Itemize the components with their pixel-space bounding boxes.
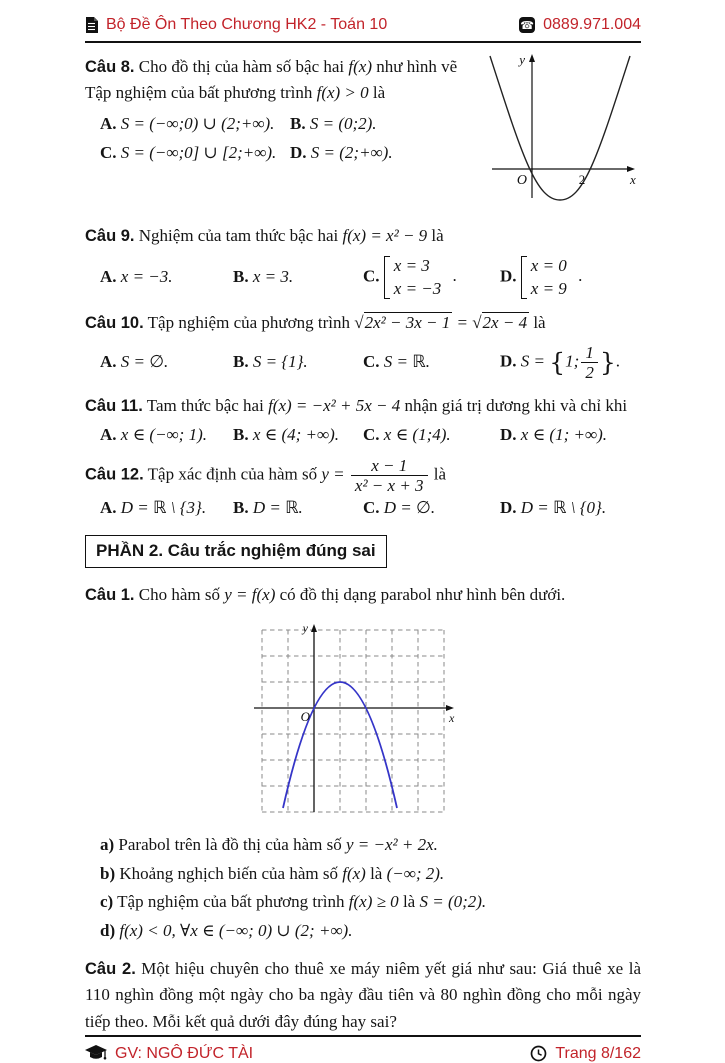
- case-row: x = 0: [530, 255, 567, 275]
- question-11-line: [85, 393, 641, 419]
- header-brand: [85, 16, 387, 34]
- statement-text: là: [402, 892, 416, 912]
- page-header: [85, 16, 641, 43]
- statement-b: [85, 862, 641, 887]
- option-d: [500, 256, 641, 299]
- sqrt-expression: [472, 310, 529, 336]
- period: .: [615, 350, 620, 370]
- option-b: [290, 114, 480, 134]
- right-brace: }: [599, 347, 616, 377]
- parabola-down-grid-graph: [250, 620, 464, 824]
- question-10-line: [85, 310, 641, 336]
- option-c: [363, 425, 500, 445]
- option-value: 1;: [565, 350, 580, 370]
- question-text: nhận giá trị dương khi và chỉ khi: [404, 395, 628, 415]
- option-value: x = −3.: [120, 267, 173, 287]
- y-axis-arrow: [529, 54, 535, 62]
- question-8-line1: [85, 54, 480, 80]
- radicand: 2x − 4: [482, 312, 528, 332]
- math-run: f(x) > 0: [316, 82, 369, 102]
- math-run: f(x) < 0, ∀x ∈ (−∞; 0) ∪ (2; +∞).: [119, 921, 353, 941]
- question-text: Tập xác định của hàm số: [147, 464, 318, 484]
- option-letter: B.: [233, 267, 249, 287]
- part2-question-1: [85, 582, 641, 943]
- question-text: là: [433, 464, 447, 484]
- math-run: f(x) ≥ 0: [348, 892, 399, 912]
- question-text: như hình vẽ: [376, 57, 458, 76]
- option-letter: A.: [100, 352, 117, 372]
- sqrt-expression: [354, 310, 452, 336]
- question-label: Câu 12.: [85, 465, 144, 484]
- origin-label: O: [300, 709, 310, 725]
- origin-label: O: [516, 173, 527, 188]
- option-letter: B.: [233, 498, 249, 518]
- denominator: 2: [581, 362, 598, 382]
- header-title: Bộ Đề Ôn Theo Chương HK2 - Toán 10: [106, 16, 388, 33]
- math-run: y = −x² + 2x.: [345, 835, 438, 855]
- document-icon: [85, 17, 98, 33]
- question-label: Câu 10.: [85, 313, 144, 332]
- option-b: [233, 498, 363, 518]
- question-text: là: [372, 82, 386, 102]
- header-phone-number: 0889.971.004: [543, 16, 641, 33]
- option-letter: A.: [100, 498, 117, 518]
- option-value: S = ∅.: [120, 352, 169, 372]
- footer-teacher-name: GV: NGÔ ĐỨC TÀI: [115, 1044, 254, 1062]
- option-c: [363, 498, 500, 518]
- option-a: [100, 425, 233, 445]
- phone-icon: ☎: [520, 18, 534, 32]
- question-10: [85, 310, 641, 382]
- option-letter: D.: [500, 350, 517, 370]
- question-label: Câu 9.: [85, 227, 135, 245]
- option-c: [363, 256, 500, 299]
- radicand: 2x² − 3x − 1: [364, 312, 451, 332]
- option-letter: D.: [500, 266, 517, 286]
- left-brace: {: [549, 347, 566, 377]
- option-c: [100, 143, 290, 163]
- case-row: x = 3: [393, 255, 430, 275]
- math-run: y =: [321, 464, 345, 484]
- option-letter: B.: [233, 352, 249, 372]
- option-letter: B.: [233, 425, 249, 445]
- question-12-line: [85, 456, 641, 495]
- page-footer: [85, 1035, 641, 1063]
- statement-label: b): [100, 863, 116, 883]
- fraction: [351, 456, 428, 495]
- part2-question-1-line: [85, 582, 641, 608]
- option-value: x ∈ (1; +∞).: [520, 425, 607, 445]
- option-d: [500, 343, 641, 382]
- statement-c: [85, 890, 641, 915]
- parabola-up-graph: [484, 50, 641, 207]
- option-b: [233, 425, 363, 445]
- question-text: là: [431, 226, 444, 245]
- statement-text: Tập nghiệm của bất phương trình: [117, 892, 345, 912]
- option-b: [233, 352, 363, 372]
- option-letter: C.: [363, 266, 380, 286]
- question-12: [85, 456, 641, 518]
- question-text: Nghiệm của tam thức bậc hai: [138, 226, 339, 245]
- case-row: x = 9: [530, 278, 567, 298]
- option-letter: D.: [500, 498, 517, 518]
- y-axis-label: y: [302, 621, 308, 636]
- question-text: Một hiệu chuyên cho thuê xe máy niêm yết giá như sau: Giá thuê xe là 110 nghìn đồng một ngày cho ba ngày đầu tiên và 80 nghìn đồng cho mỗi ngày tiếp theo. Mỗi kết quả dưới đây đúng hay sai?: [85, 958, 641, 1031]
- option-value: D = ℝ \ {3}.: [120, 498, 207, 518]
- option-letter: C.: [363, 425, 380, 445]
- denominator: x² − x + 3: [351, 475, 428, 495]
- option-value: S =: [520, 350, 546, 370]
- part2-heading: PHẦN 2. Câu trắc nghiệm đúng sai: [85, 535, 387, 568]
- statement-text: là: [370, 863, 383, 883]
- question-text: Cho đồ thị của hàm số bậc hai: [138, 57, 345, 76]
- option-letter: C.: [100, 143, 117, 163]
- question-8-options: [85, 114, 480, 163]
- period: .: [578, 266, 583, 286]
- left-bracket: [521, 256, 527, 299]
- math-run: S = (0;2).: [419, 892, 487, 912]
- option-value: D = ℝ.: [252, 498, 303, 518]
- option-value: D = ℝ \ {0}.: [520, 498, 607, 518]
- question-text: là: [533, 312, 546, 332]
- option-c: [363, 352, 500, 372]
- footer-teacher: [85, 1045, 253, 1063]
- option-letter: A.: [100, 267, 117, 287]
- period: .: [452, 266, 457, 286]
- case-row: x = −3: [393, 278, 442, 298]
- question-text: Cho hàm số: [138, 585, 221, 605]
- option-letter: C.: [363, 498, 380, 518]
- question-label: Câu 1.: [85, 586, 135, 605]
- option-value: S = (2;+∞).: [310, 143, 393, 163]
- statement-text: Parabol trên là đồ thị của hàm số: [118, 835, 342, 855]
- question-10-options: [85, 343, 641, 382]
- left-bracket: [384, 256, 390, 299]
- option-d: [500, 498, 641, 518]
- option-d: [500, 425, 641, 445]
- part2-question-2: [85, 956, 641, 1035]
- option-value: S = (−∞;0) ∪ (2;+∞).: [120, 114, 275, 134]
- fraction: [581, 343, 598, 382]
- parabola-curve: [490, 56, 630, 200]
- math-run: f(x) = x² − 9: [342, 226, 428, 245]
- option-a: [100, 498, 233, 518]
- option-letter: B.: [290, 114, 306, 134]
- option-value: S = (−∞;0] ∪ [2;+∞).: [120, 143, 277, 163]
- y-axis-label: y: [519, 52, 525, 67]
- statement-label: c): [100, 892, 114, 912]
- question-9-options: [85, 256, 641, 299]
- radical-sign: √: [472, 312, 482, 332]
- question-9-line: [85, 223, 641, 249]
- math-run: f(x) = −x² + 5x − 4: [268, 395, 401, 415]
- statement-a: [85, 833, 641, 858]
- math-run: (−∞; 2).: [386, 863, 445, 883]
- footer-page-number: Trang 8/162: [555, 1044, 641, 1062]
- option-a: [100, 114, 290, 134]
- numerator: 1: [585, 342, 594, 362]
- question-text: Tập nghiệm của bất phương trình: [85, 82, 313, 102]
- option-value: x ∈ (4; +∞).: [252, 425, 340, 445]
- x-axis-label: x: [630, 172, 636, 187]
- option-d: [290, 143, 480, 163]
- equals-sign: =: [456, 312, 468, 332]
- question-label: Câu 2.: [85, 959, 136, 978]
- option-letter: C.: [363, 352, 380, 372]
- tick-label-2: 2: [578, 172, 586, 187]
- radical-sign: √: [354, 312, 364, 332]
- question-text: có đồ thị dạng parabol như hình bên dưới.: [279, 585, 566, 605]
- question-8: [85, 54, 641, 212]
- option-letter: D.: [290, 143, 307, 163]
- cases-bracket: [384, 256, 442, 299]
- math-run: f(x): [342, 863, 366, 883]
- question-label: Câu 8.: [85, 58, 135, 76]
- cases-bracket: [521, 256, 567, 299]
- option-value: S = {1}.: [252, 352, 308, 372]
- option-letter: A.: [100, 114, 117, 134]
- question-9: [85, 223, 641, 299]
- question-12-options: [85, 498, 641, 518]
- math-run: y = f(x): [224, 585, 276, 605]
- question-8-graph: [484, 50, 641, 212]
- statement-label: d): [100, 921, 116, 941]
- option-value: x ∈ (−∞; 1).: [120, 425, 207, 445]
- header-contact: [519, 16, 641, 34]
- y-axis-arrow: [311, 624, 317, 632]
- question-text: Tập nghiệm của phương trình: [147, 312, 350, 332]
- option-value: x = 3.: [252, 267, 294, 287]
- graduation-cap-icon: [85, 1045, 107, 1062]
- part2-heading-row: [85, 518, 641, 568]
- numerator: x − 1: [371, 456, 408, 476]
- option-a: [100, 267, 233, 287]
- math-run: f(x): [348, 57, 372, 76]
- option-b: [233, 267, 363, 287]
- option-letter: D.: [500, 425, 517, 445]
- statement-text: Khoảng nghịch biến của hàm số: [119, 863, 338, 883]
- clock-icon: [530, 1045, 547, 1062]
- question-text: Tam thức bậc hai: [146, 395, 264, 415]
- option-value: S = (0;2).: [309, 114, 377, 134]
- x-axis-label: x: [449, 711, 455, 726]
- part2-question-1-graph: [250, 620, 641, 829]
- option-letter: A.: [100, 425, 117, 445]
- footer-page: [530, 1045, 641, 1063]
- question-11-options: [85, 425, 641, 445]
- question-11: [85, 393, 641, 446]
- question-label: Câu 11.: [85, 396, 143, 415]
- question-8-line2: [85, 80, 480, 106]
- option-value: D = ∅.: [383, 498, 436, 518]
- option-value: x ∈ (1;4).: [383, 425, 451, 445]
- statement-d: [85, 919, 641, 944]
- option-a: [100, 352, 233, 372]
- question-8-body: [85, 54, 480, 163]
- option-value: S = ℝ.: [383, 352, 430, 372]
- statement-label: a): [100, 835, 115, 855]
